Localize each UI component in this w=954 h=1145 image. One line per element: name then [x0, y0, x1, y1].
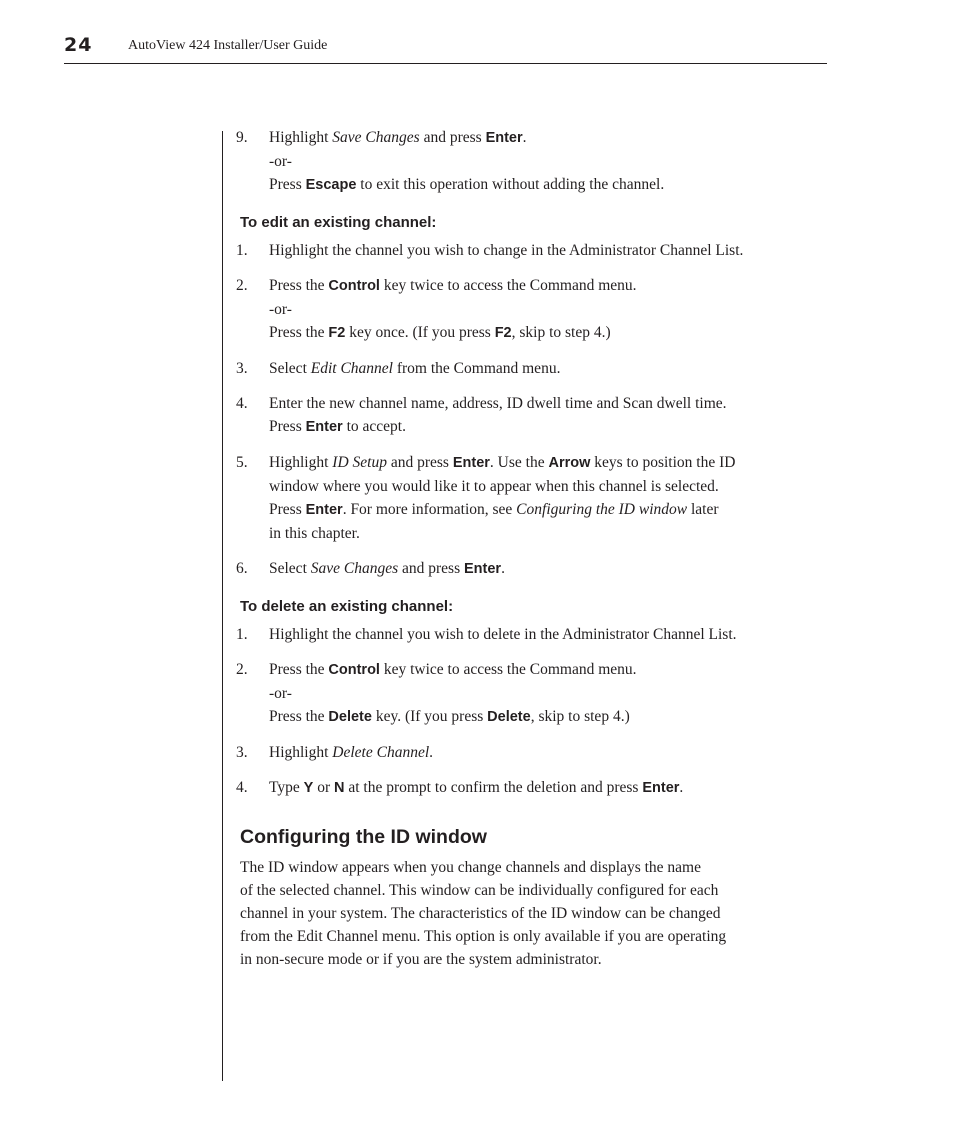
edit-step-3: 3. Select Edit Channel from the Command menu. — [236, 357, 836, 380]
running-title: AutoView 424 Installer/User Guide — [128, 38, 328, 53]
edit-channel-heading: To edit an existing channel: — [240, 214, 437, 231]
step-number: 2. — [236, 277, 248, 294]
edit-step-5: 5. Highlight ID Setup and press Enter. Use the Arrow keys to position the ID window where you would like it to appear when this channel is selected. Press Enter. For more information, see Configuring the ID window later in this chapter. — [236, 451, 836, 545]
edit-step-2: 2. Press the Control key twice to access the Command menu. -or- Press the F2 key once. (If you press F2, skip to step 4.) — [236, 274, 836, 345]
step-number: 4. — [236, 395, 248, 412]
step-number: 6. — [236, 560, 248, 577]
step-number: 1. — [236, 626, 248, 643]
delete-step-4: 4. Type Y or N at the prompt to confirm the deletion and press Enter. — [236, 776, 836, 800]
step-number: 4. — [236, 779, 248, 796]
step-9: 9. Highlight Save Changes and press Enter. -or- Press Escape to exit this operation without adding the channel. — [236, 126, 836, 197]
step-number: 3. — [236, 744, 248, 761]
delete-step-1: 1. Highlight the channel you wish to delete in the Administrator Channel List. — [236, 623, 836, 646]
delete-channel-heading: To delete an existing channel: — [240, 598, 454, 615]
cross-reference: Configuring the ID window — [516, 501, 688, 518]
page-content — [236, 126, 836, 971]
delete-step-2: 2. Press the Control key twice to access the Command menu. -or- Press the Delete key. (If you press Delete, skip to step 4.) — [236, 658, 836, 729]
step-number: 5. — [236, 454, 248, 471]
page-number: 24 — [64, 34, 93, 56]
configuring-paragraph: The ID window appears when you change channels and displays the name of the selected channel. This window can be individually configured for each channel in your system. The characteristics of the ID window can be changed from the Edit Channel menu. This option is only available if you are operating in non-secure mode or if you are the system administrator. — [240, 859, 727, 968]
step-number: 2. — [236, 661, 248, 678]
key-enter: Enter — [485, 130, 523, 146]
delete-step-3: 3. Highlight Delete Channel. — [236, 741, 836, 764]
header-rule — [64, 63, 827, 64]
edit-step-6: 6. Select Save Changes and press Enter. — [236, 557, 836, 581]
edit-step-4: 4. Enter the new channel name, address, ID dwell time and Scan dwell time. Press Enter to accept. — [236, 392, 836, 439]
step-number: 3. — [236, 360, 248, 377]
left-margin-rule — [222, 131, 223, 1081]
configuring-id-window-heading: Configuring the ID window — [240, 826, 487, 848]
step-number: 9. — [236, 129, 248, 146]
key-escape: Escape — [305, 177, 357, 193]
step-number: 1. — [236, 242, 248, 259]
edit-step-1: 1. Highlight the channel you wish to change in the Administrator Channel List. — [236, 239, 836, 262]
